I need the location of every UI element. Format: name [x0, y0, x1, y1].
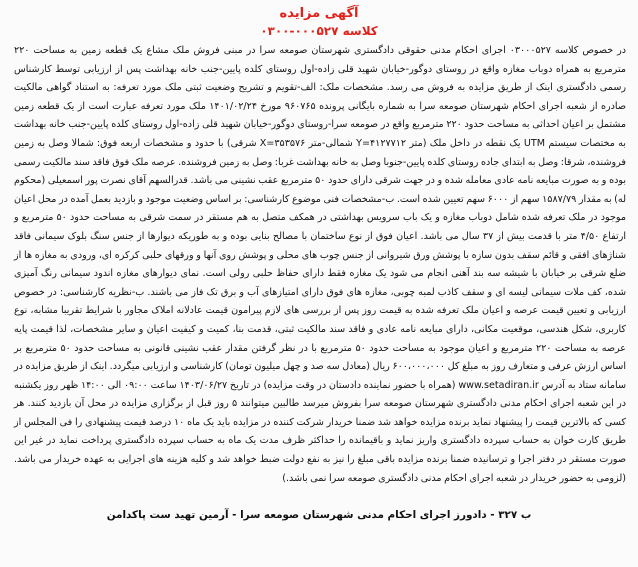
case-number: کلاسه ۰۰۰۵۲۷-۰۳۰۰ — [260, 24, 378, 38]
notice-title: آگهی مزایده — [279, 6, 359, 21]
notice-body: در خصوص کلاسه ۰۳۰۰۰۵۲۷ اجرای احکام مدنی حقوقی دادگستری شهرستان صومعه سرا در مبنی فروش ملک مشاع یک قطعه زمین به مساحت ۲۲۰ مترمربع به همراه دوباب مغازه واقع در روستای دوگور-خیابان شهید قلی زاده-اول روستای کلده پایین-جنب خانه بهداشت پس از ارزیابی توسط کارشناس رسمی دادگستری اینک از طریق مزایده به فروش می رسد. مشخصات ملک: الف-تقویم و تشریح وضعیت ثبتی ملک مورد تعرفه: به استناد گواهی مالکیت صادره از شعبه اجرای احکام شهرستان صومعه سرا به شماره بایگانی پرونده ۹۶۰۷۶۵ مورخ ۱۴۰۱/۰۲/۲۴ ملک مورد تعرفه عبارت است از یک قطعه زمین مشتمل بر اعیان احداثی به مساحت حدود ۲۲۰ مترمربع واقع در صومعه سرا-روستای دوگور-خیابان شهید قلی زاده-اول روستای کلده پایین-جنب خانه بهداشت به مختصات سیستم UTM یک نقطه در داخل ملک (متر Y=۴۱۲۷۷۱۲ شمالی-متر X=۳۵۳۵۷۶ شرقی) با حدود و مشخصات اربعه فوق: شمالا وصل به زمین فروشنده، شرقا: وصل به ابتدای جاده روستای کلده پایین-جنوبا وصل به خانه بهداشت غربا: وصل به زمین فروشنده. عرصه ملک فوق فاقد سند مالکیت رسمی بوده و به صورت مبایعه نامه عادی معامله شده و در جهت شرقی دارای حدود ۵۰ مترمربع عقب نشینی می باشد. قدرالسهم آقای نصرت پور اسمعیلی (محکوم له) به مقدار ۱۵۸۷/۷۹ سهم از ۶۰۰۰ سهم تعیین شده است. ب-مشخصات فنی موضوع کارشناسی: بر اساس وضعیت موجود و بازدید بعمل آمده در محل اعیان موجود در ملک تعرفه شده شامل دوباب مغازه و یک باب سرویس بهداشتی در همکف متصل به هم مستقر در سمت شرقی به مساحت حدود ۵۰ مترمربع و ارتفاع ۴/۵۰ متر با قدمت بیش از ۳۷ سال می باشد. اعیان فوق از نوع ساختمان با مصالح بنایی بوده و به طوریکه دیوارها از جنس سنگ بلوک سیمانی فاقد شناژهای افقی و قائم سقف بدون سازه با پوشش ورق شیروانی از جنس چوب های محلی و پوشش روی آنها و ورقهای حلبی کرکره ای، ورودی به مغازه ها از ضلع شرقی بر خیابان با شیشه سه بند آهنی انجام می شود یک مغازه فقط دارای حفاظ حلبی رولی است. نمای دیوارهای مغازه اندود سیمانی رنگ آمیزی شده، کف ملات سیمانی لیسه ای و سقف کاذب لمبه چوبی، مغازه های فوق دارای امتیازهای آب و برق تک فاز می باشند. ب-نظریه کارشناسی: در خصوص ارزیابی و تعیین قیمت عرصه و اعیان ملک تعرفه شده به قیمت روز پس از بررسی های لازم پیرامون قیمت عادلانه املاک مجاور با شرایط تقریبا مشابه، نوع کاربری، شکل هندسی، موقعیت مکانی، دارای مبایعه نامه عادی و فاقد سند مالکیت ثبتی، قدمت بنا، کمیت و کیفیت اعیان و سایر مشخصات، لذا قیمت پایه عرصه به مساحت ۲۲۰ مترمربع و اعیان موجود به مساحت حدود ۵۰ مترمربع با در نظر گرفتن مقدار عقب نشینی قانونی به مساحت حدود ۵۰ مترمربع بر اساس ارزش عرفی و متعارف روز به مبلغ کل ۶۰۰،۰۰۰،۰۰۰ ریال (معادل سه صد و چهل میلیون تومان) کارشناسی و ارزیابی میگردد. اینک از طریق مزایده در سامانه ستاد به آدرس www.setadiran.ir (همراه با حضور نماینده دادستان در وقت مزایده) در تاریخ ۱۴۰۳/۰۶/۲۷ ساعت ۰۹:۰۰ الی ۱۴:۰۰ ظهر روز یکشنبه در این شعبه اجرای احکام مدنی دادگستری شهرستان صومعه سرا بفروش میرسد طالبین میتوانند ۵ روز قبل از برگزاری مزایده در محل آن بازدید کنند. هر کسی که بالاترین قیمت را پیشنهاد نماید برنده مزایده خواهد شد ضمنا خریدار شرکت کننده در مزایده باید یک ماه ۱۰ درصد قیمت پیشنهادی را فی المجلس از طریق کارت خوان به حساب سپرده دادگستری واریز نماید و باقیمانده را حداکثر ظرف مدت یک ماه به حساب سپرده دادگستری پرداخت نماید در غیر این صورت مستقر در دفتر اجرا و ترسانیده ضمنا برنده مزایده باقی مبلغ را نیز به نفع دولت ضبط خواهد شد و کلیه هزینه های اجرایی به عهده خریدار می باشد. (لزومی به حضور خریدار در شعبه اجرای احکام مدنی دادگستری صومعه سرا نمی باشد.) — [14, 45, 627, 484]
notice-signature: ب ۳۲۷ - دادورز اجرای احکام مدنی شهرستان صومعه سرا - آرمین تهید ست پاکدامن — [106, 509, 532, 521]
